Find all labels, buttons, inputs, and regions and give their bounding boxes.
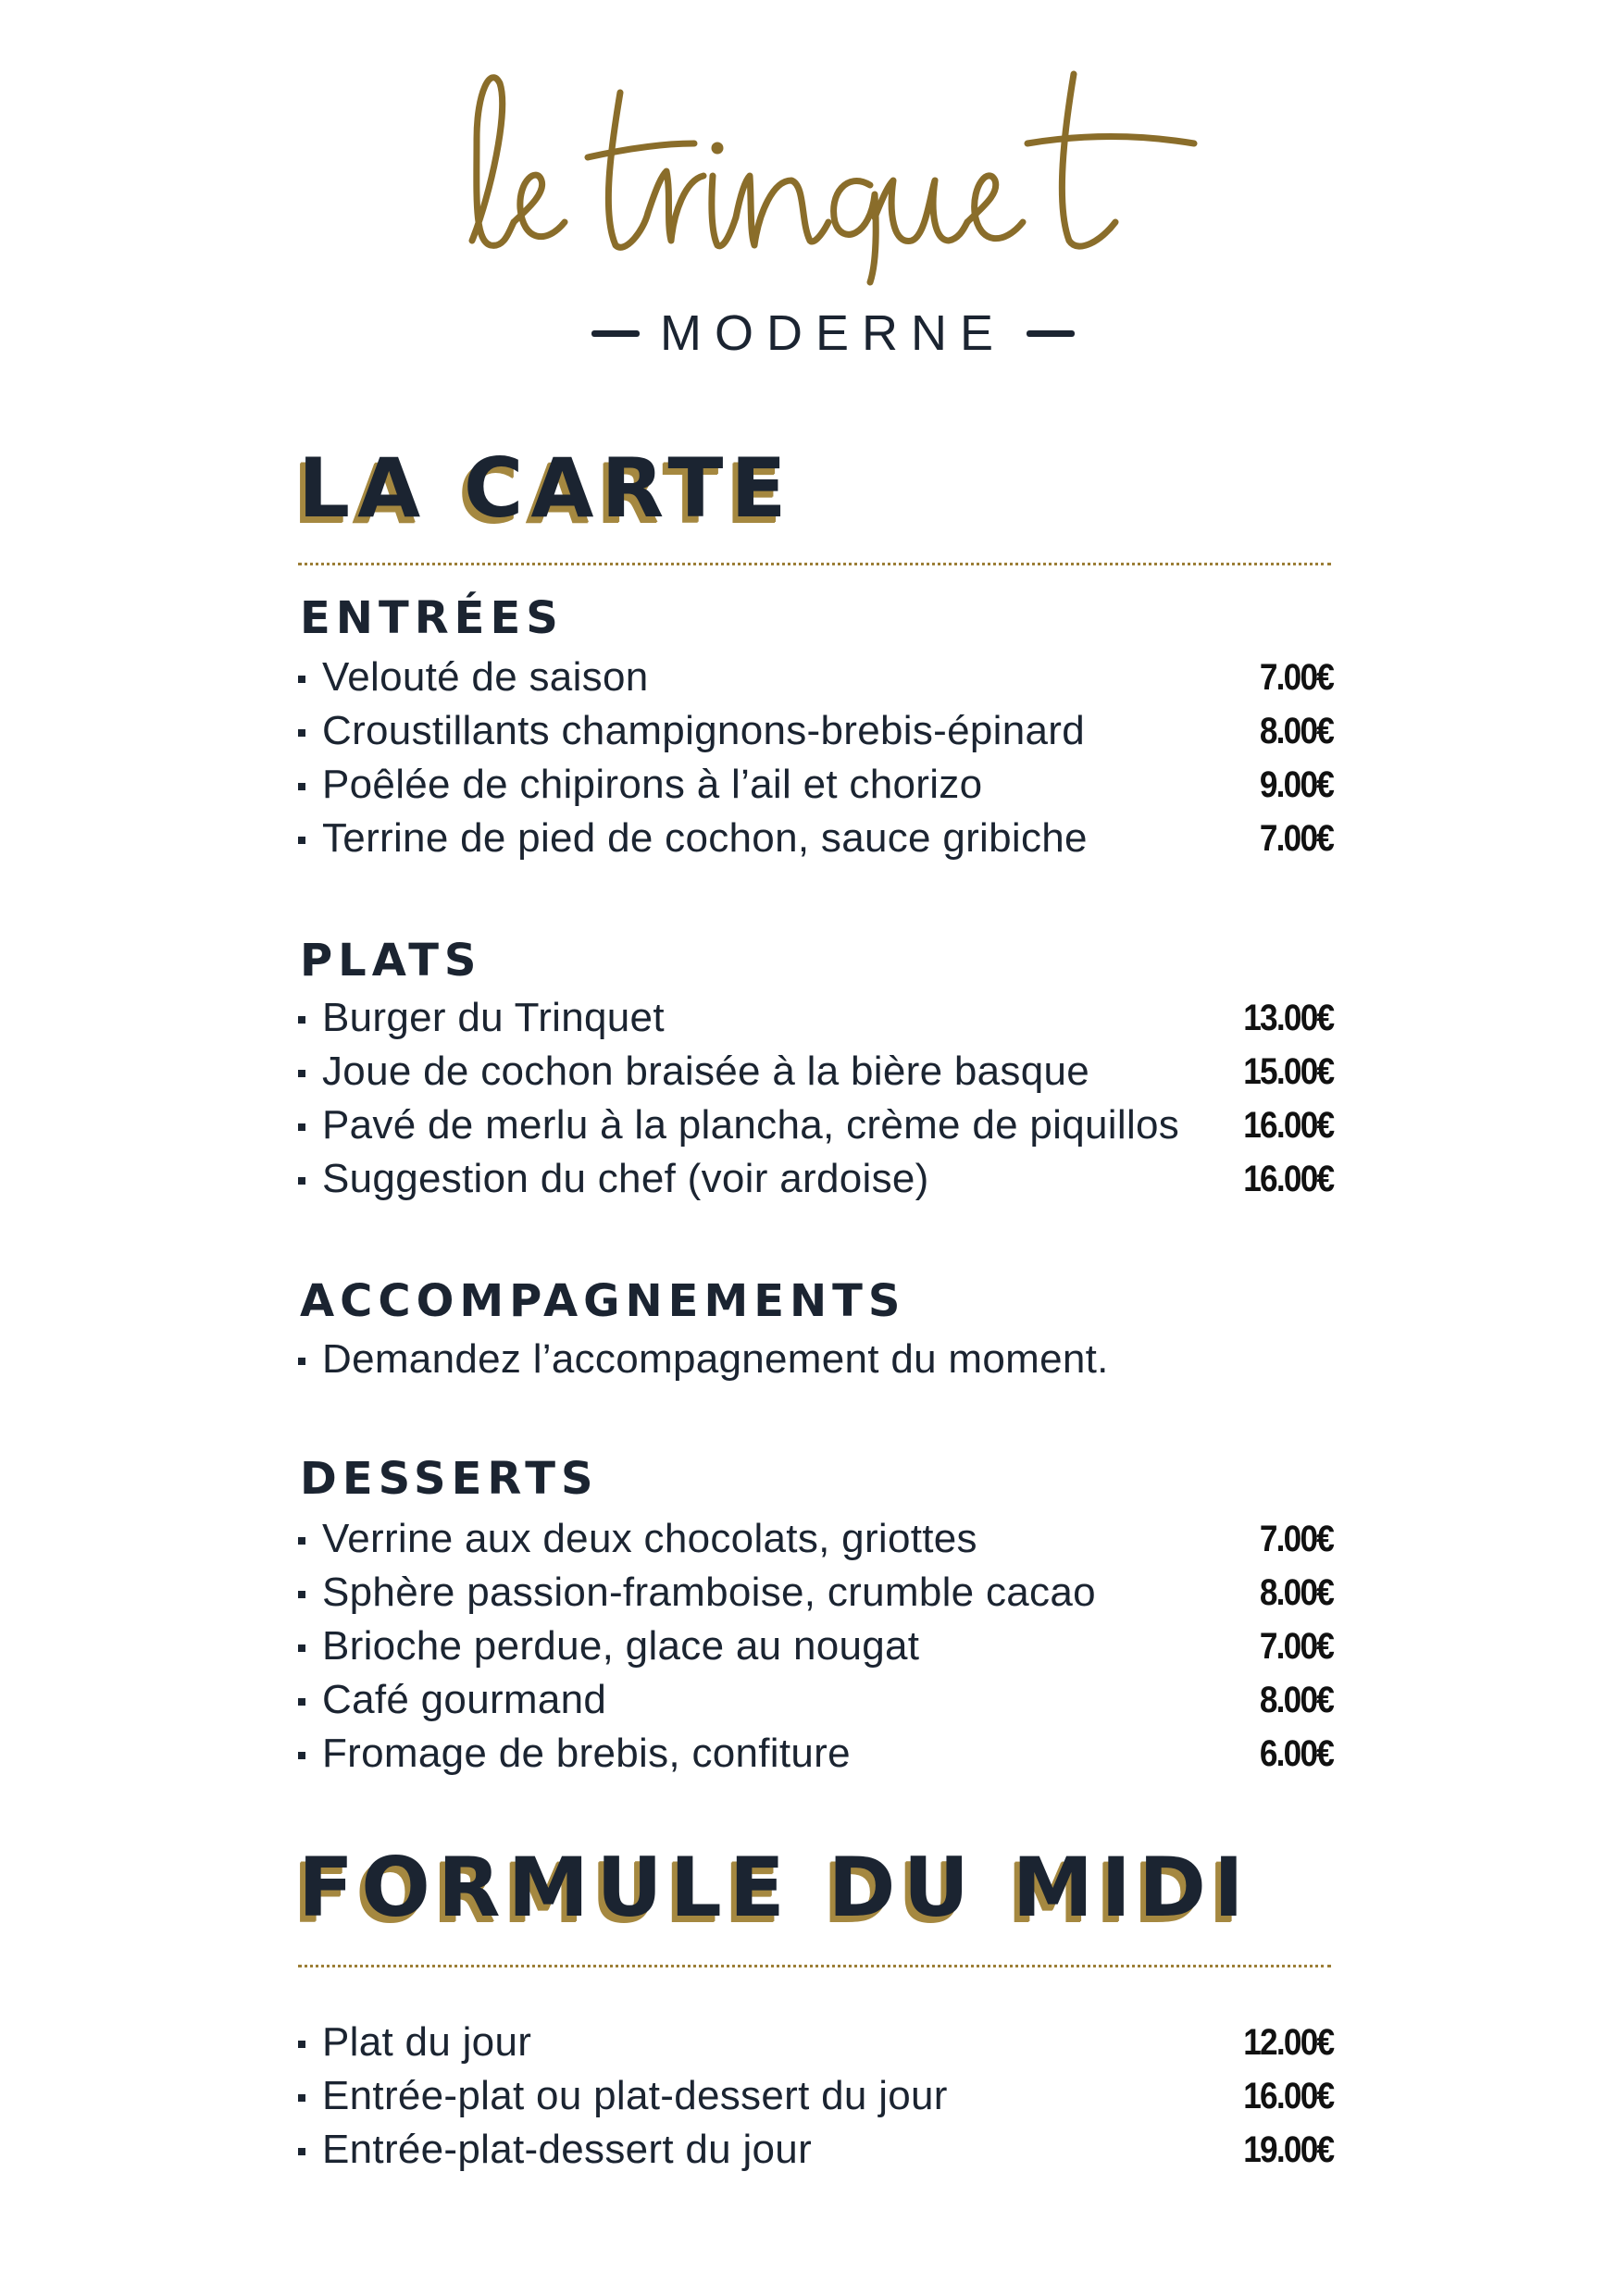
- bullet: [298, 1537, 305, 1545]
- item-name: Sphère passion-framboise, crumble cacao: [322, 1570, 1096, 1615]
- menu-item: [298, 1727, 1333, 1781]
- bullet: [298, 2041, 305, 2048]
- item-name: Terrine de pied de cochon, sauce gribiche: [322, 815, 1088, 861]
- bullet: [298, 1752, 305, 1759]
- item-name: Velouté de saison: [322, 654, 649, 700]
- item-price: 7.00€: [1259, 817, 1333, 859]
- item-name: Burger du Trinquet: [322, 995, 665, 1040]
- menu-item: [298, 1673, 1333, 1727]
- item-price: 13.00€: [1242, 997, 1333, 1038]
- item-price: 9.00€: [1259, 763, 1333, 805]
- bullet: [298, 1358, 305, 1365]
- menu-item: [298, 812, 1333, 865]
- item-price: 16.00€: [1242, 1104, 1333, 1146]
- item-price: 8.00€: [1259, 1679, 1333, 1720]
- item-name: Entrée-plat ou plat-dessert du jour: [322, 2073, 948, 2118]
- item-name: Pavé de merlu à la plancha, crème de piquillos: [322, 1102, 1180, 1148]
- bullet: [298, 1070, 305, 1077]
- menu-item: [298, 2069, 1333, 2123]
- bullet: [298, 1123, 305, 1131]
- bullet: [298, 837, 305, 844]
- formule-divider: [298, 1965, 1331, 1967]
- menu-item: [298, 1333, 1333, 1386]
- bullet: [298, 1644, 305, 1652]
- menu-item: [298, 704, 1333, 758]
- item-name: Fromage de brebis, confiture: [322, 1731, 851, 1776]
- menu-item: [298, 2123, 1333, 2177]
- formule-title: FORMULE DU MIDI: [298, 1840, 1251, 1935]
- menu-item: [298, 1045, 1333, 1098]
- bullet: [298, 676, 305, 683]
- item-name: Suggestion du chef (voir ardoise): [322, 1156, 929, 1201]
- bullet: [298, 2148, 305, 2155]
- le-trinquet-script-logo: [435, 56, 1231, 287]
- item-price: 8.00€: [1259, 1571, 1333, 1613]
- menu-item: [298, 1098, 1333, 1152]
- item-price: 16.00€: [1242, 1158, 1333, 1199]
- item-price: 7.00€: [1259, 1625, 1333, 1667]
- menu-item: [298, 991, 1333, 1045]
- item-price: 7.00€: [1259, 1518, 1333, 1559]
- subtitle-right-dash: [1027, 330, 1075, 337]
- item-name: Plat du jour: [322, 2019, 532, 2065]
- bullet: [298, 1591, 305, 1598]
- section-title-entrees: ENTRÉES: [300, 592, 564, 644]
- bullet: [298, 1016, 305, 1024]
- subtitle-left-dash: [591, 330, 640, 337]
- section-title-plats: PLATS: [300, 935, 482, 987]
- item-name: Joue de cochon braisée à la bière basque: [322, 1049, 1090, 1094]
- menu-item: [298, 758, 1333, 812]
- item-price: 16.00€: [1242, 2075, 1333, 2116]
- item-price: 7.00€: [1259, 656, 1333, 698]
- item-price: 8.00€: [1259, 710, 1333, 751]
- section-title-accompagnements: ACCOMPAGNEMENTS: [300, 1275, 906, 1327]
- bullet: [298, 1698, 305, 1706]
- bullet: [298, 2094, 305, 2102]
- menu-item: [298, 651, 1333, 704]
- bullet: [298, 729, 305, 737]
- carte-title: LA CARTE: [298, 441, 794, 536]
- bullet: [298, 783, 305, 790]
- brand-logo: [435, 56, 1231, 361]
- item-name: Café gourmand: [322, 1677, 607, 1722]
- menu-item: [298, 1566, 1333, 1620]
- carte-divider: [298, 563, 1331, 565]
- brand-subtitle: [435, 305, 1231, 361]
- item-name: Brioche perdue, glace au nougat: [322, 1623, 920, 1669]
- brand-subtitle-text: MODERNE: [659, 305, 1006, 361]
- item-name: Poêlée de chipirons à l’ail et chorizo: [322, 762, 983, 807]
- menu-item: [298, 1512, 1333, 1566]
- item-name: Croustillants champignons-brebis-épinard: [322, 708, 1085, 753]
- menu-item: [298, 2016, 1333, 2069]
- bullet: [298, 1177, 305, 1185]
- menu-item: [298, 1152, 1333, 1206]
- item-name: Verrine aux deux chocolats, griottes: [322, 1516, 977, 1561]
- item-price: 12.00€: [1242, 2021, 1333, 2063]
- menu-item: [298, 1620, 1333, 1673]
- item-price: 6.00€: [1259, 1732, 1333, 1774]
- item-name: Demandez l’accompagnement du moment.: [322, 1336, 1109, 1382]
- item-price: 19.00€: [1242, 2128, 1333, 2170]
- section-title-desserts: DESSERTS: [300, 1453, 599, 1505]
- item-price: 15.00€: [1242, 1050, 1333, 1092]
- item-name: Entrée-plat-dessert du jour: [322, 2127, 813, 2172]
